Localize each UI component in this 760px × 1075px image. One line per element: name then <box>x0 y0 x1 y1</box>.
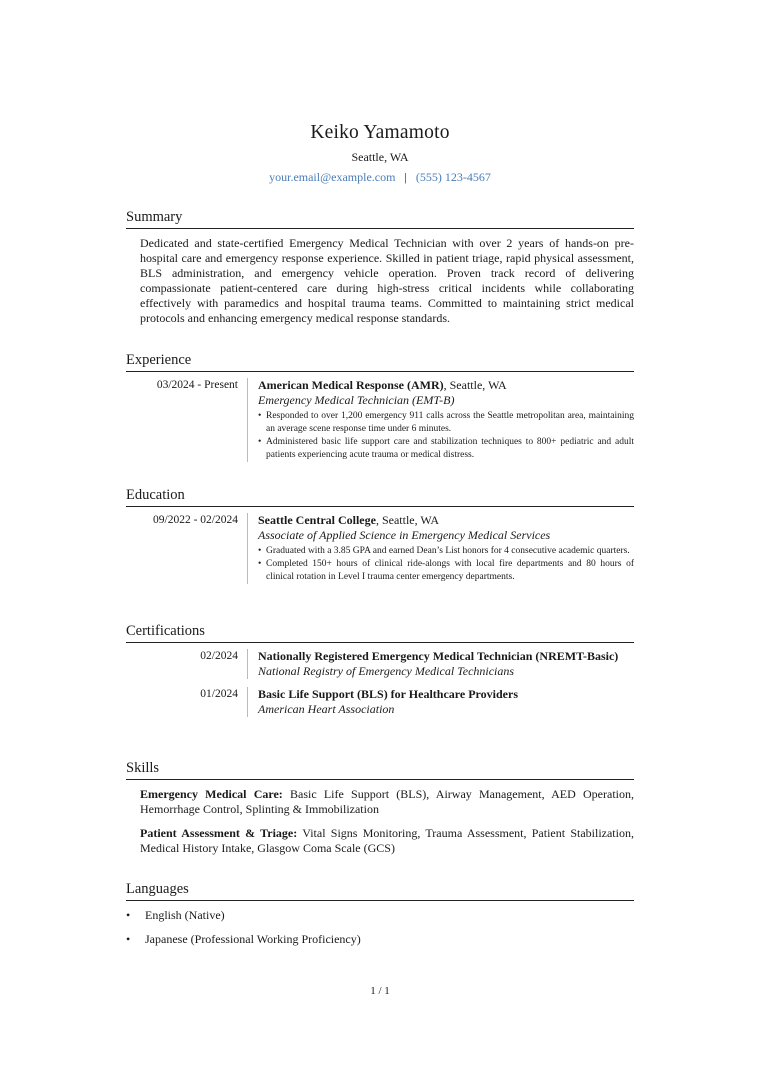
entry-date: 01/2024 <box>200 688 238 700</box>
resume-header <box>0 121 760 185</box>
languages-section <box>126 880 634 956</box>
certification-issuer: American Heart Association <box>258 702 395 716</box>
skill-value: Vital Signs Monitoring, Trauma Assessment, Patient Stabilization, Medical History Intake, Glasgow Coma Scale (GCS) <box>140 826 634 855</box>
summary-section <box>126 208 634 326</box>
section-title: Education <box>126 486 634 507</box>
section-title: Summary <box>126 208 634 229</box>
entry-body <box>247 649 634 679</box>
entry-org: American Medical Response (AMR) <box>258 378 444 392</box>
contact-line <box>0 169 760 185</box>
entry-date: 02/2024 <box>200 650 238 662</box>
entry-body <box>247 687 634 717</box>
certification-issuer: National Registry of Emergency Medical Technicians <box>258 664 515 678</box>
entry-title <box>258 649 634 664</box>
entry-bullets <box>258 545 634 584</box>
skill-value: Basic Life Support (BLS), Airway Management, AED Operation, Hemorrhage Control, Splinting & Immobilization <box>140 787 634 816</box>
entry-body <box>247 378 634 462</box>
entry-date: 09/2022 - 02/2024 <box>153 514 238 526</box>
certification-name: Basic Life Support (BLS) for Healthcare Providers <box>258 687 518 701</box>
education-section <box>126 486 634 584</box>
entry-title <box>258 378 634 393</box>
skill-label: Patient Assessment & Triage: <box>140 826 298 840</box>
entry-title <box>258 687 634 702</box>
language-list <box>126 908 634 947</box>
bullet-item: • Completed 150+ hours of clinical ride-alongs with local fire departments and 80 hours of clinical rotation in Level I trauma center emergency departments. <box>258 558 634 584</box>
language-item: • English (Native) <box>126 908 634 923</box>
entry-date: 03/2024 - Present <box>156 379 238 391</box>
section-title: Languages <box>126 880 634 901</box>
entry-location: , Seattle, WA <box>443 378 507 392</box>
experience-section <box>126 351 634 462</box>
bullet-item: • Responded to over 1,200 emergency 911 calls across the Seattle metropolitan area, maintaining an average scene response time under 6 minutes. <box>258 410 634 436</box>
skill-group <box>140 826 634 856</box>
candidate-name: Keiko Yamamoto <box>310 122 450 143</box>
entry-title <box>258 513 634 528</box>
phone-link[interactable]: (555) 123-4567 <box>415 170 491 184</box>
page-number: 1 / 1 <box>370 985 390 997</box>
entry-bullets <box>258 410 634 462</box>
entry-role: Emergency Medical Technician (EMT-B) <box>258 393 455 407</box>
candidate-location: Seattle, WA <box>351 150 409 164</box>
bullet-item: • Graduated with a 3.85 GPA and earned Dean’s List honors for 4 consecutive academic quarters. <box>258 545 634 558</box>
education-entry <box>126 513 634 584</box>
certification-name: Nationally Registered Emergency Medical Technician (NREMT-Basic) <box>258 649 619 663</box>
summary-text: Dedicated and state-certified Emergency Medical Technician with over 2 years of hands-on pre-hospital care and emergency response experience. Skilled in patient triage, rapid physical assessment, BLS administration, and emergency vehicle operation. Proven track record of delivering compassionate patient-centered care during high-stress critical incidents while collaborating effectively with paramedics and hospital trauma teams. Committed to maintaining strict medical protocols and enhancing emergency medical response standards. <box>140 236 634 325</box>
skill-label: Emergency Medical Care: <box>140 787 283 801</box>
certification-entry <box>126 687 634 717</box>
section-title: Skills <box>126 759 634 780</box>
experience-entry <box>126 378 634 462</box>
certification-entry <box>126 649 634 679</box>
contact-separator: | <box>404 170 407 184</box>
entry-body <box>247 513 634 584</box>
entry-org: Seattle Central College <box>258 513 376 527</box>
section-title: Certifications <box>126 622 634 643</box>
skill-group <box>140 787 634 817</box>
entry-degree: Associate of Applied Science in Emergency Medical Services <box>258 528 551 542</box>
email-link[interactable]: your.email@example.com <box>269 170 396 184</box>
language-item: • Japanese (Professional Working Proficiency) <box>126 932 634 947</box>
entry-location: , Seattle, WA <box>375 513 440 527</box>
skills-section <box>126 759 634 856</box>
section-title: Experience <box>126 351 634 372</box>
certifications-section <box>126 622 634 717</box>
bullet-item: • Administered basic life support care and stabilization techniques to 800+ pediatric and adult patients experiencing acute trauma or medical distress. <box>258 436 634 462</box>
